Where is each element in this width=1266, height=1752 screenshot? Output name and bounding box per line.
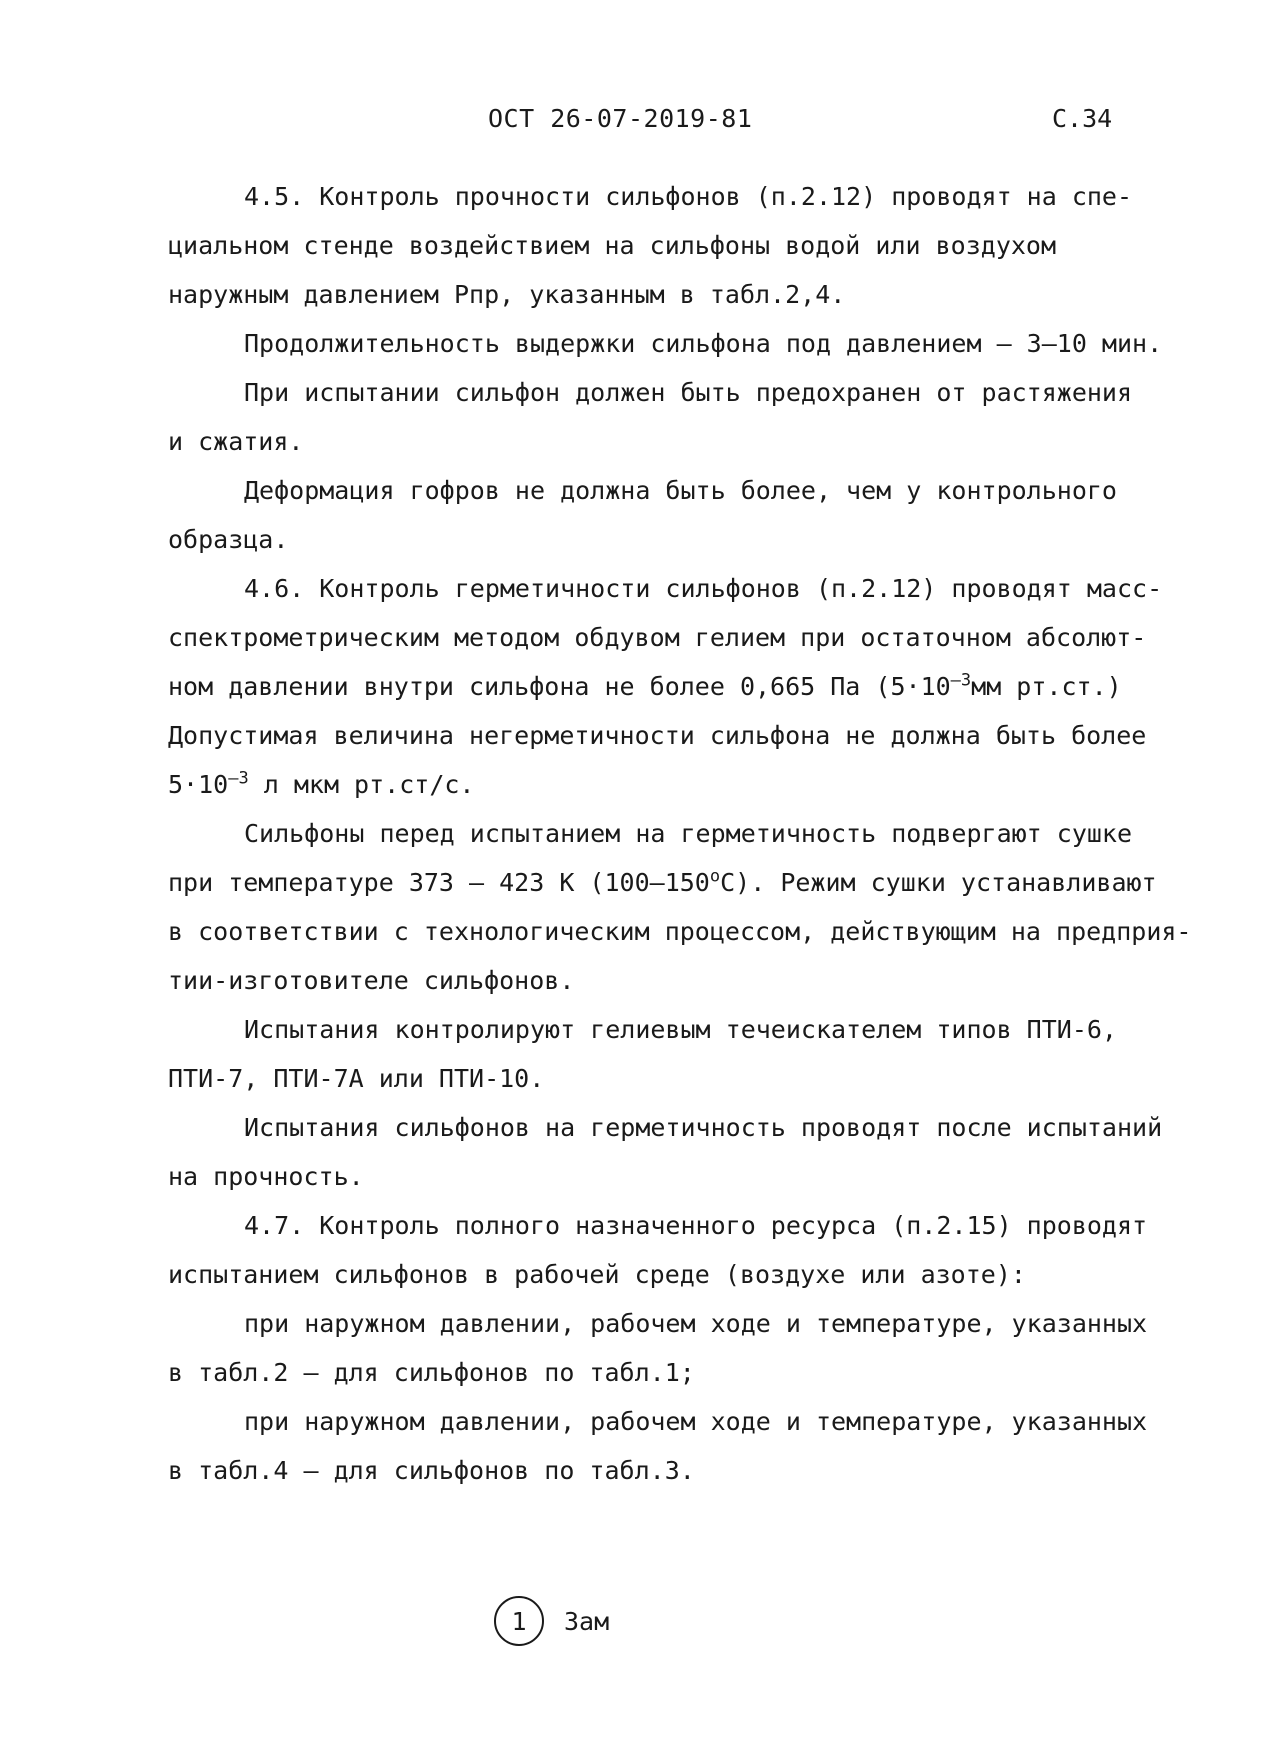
text-line: Сильфоны перед испытанием на герметичность подвергают сушке	[244, 819, 1133, 848]
text-line: наружным давлением Рпр, указанным в табл.2,4.	[168, 280, 846, 309]
text-line: образца.	[168, 525, 289, 554]
text-line: Деформация гофров не должна быть более, чем у контрольного	[244, 476, 1117, 505]
text-line: ПТИ-7, ПТИ-7А или ПТИ-10.	[168, 1064, 545, 1093]
exponent: –3	[950, 670, 972, 691]
text-line	[168, 760, 1188, 809]
text-fragment: 5·10	[168, 770, 229, 799]
text-line	[168, 662, 1188, 711]
text-line: спектрометрическим методом обдувом гелием при остаточном абсолют-	[168, 623, 1147, 652]
text-line: на прочность.	[168, 1162, 364, 1191]
change-number: 1	[511, 1606, 527, 1636]
exponent: –3	[228, 768, 249, 789]
text-line: Испытания контролируют гелиевым течеискателем типов ПТИ-6,	[244, 1015, 1117, 1044]
text-line: тии-изготовителе сильфонов.	[168, 966, 575, 995]
text-line: 4.6. Контроль герметичности сильфонов (п.2.12) проводят масс-	[244, 574, 1163, 603]
change-number-circle	[494, 1596, 544, 1646]
text-fragment: С). Режим сушки устанавливают	[720, 868, 1157, 897]
text-line: в табл.4 – для сильфонов по табл.3.	[168, 1456, 695, 1485]
text-fragment: л мкм рт.ст/с.	[248, 770, 475, 799]
text-line: при наружном давлении, рабочем ходе и температуре, указанных	[244, 1309, 1148, 1338]
text-line: Допустимая величина негерметичности сильфона не должна быть более	[168, 721, 1147, 750]
document-body	[168, 172, 1192, 1495]
text-line: 4.7. Контроль полного назначенного ресурса (п.2.15) проводят	[244, 1211, 1148, 1240]
text-line: Испытания сильфонов на герметичность проводят после испытаний	[244, 1113, 1163, 1142]
text-line: в соответствии с технологическим процессом, действующим на предприя-	[168, 917, 1192, 946]
text-line: Продолжительность выдержки сильфона под давлением – 3–10 мин.	[244, 329, 1163, 358]
text-line: циальном стенде воздействием на сильфоны водой или воздухом	[168, 231, 1057, 260]
text-fragment: мм рт.ст.)	[971, 672, 1122, 701]
text-fragment: при температуре 373 – 423 К (100–150	[168, 868, 710, 897]
change-footer	[494, 1596, 609, 1646]
text-line: При испытании сильфон должен быть предохранен от растяжения	[244, 378, 1133, 407]
text-line: испытанием сильфонов в рабочей среде (воздухе или азоте):	[168, 1260, 1026, 1289]
text-fragment: ном давлении внутри сильфона не более 0,665 Па (5·10	[168, 672, 951, 701]
text-line	[168, 858, 1188, 907]
change-label: Зам	[564, 1606, 610, 1636]
text-line: 4.5. Контроль прочности сильфонов (п.2.12) проводят на спе-	[244, 182, 1133, 211]
degree-sign: о	[709, 866, 721, 887]
text-line: и сжатия.	[168, 427, 304, 456]
document-number: ОСТ 26-07-2019-81	[488, 104, 753, 133]
page-number: С.34	[1052, 104, 1113, 133]
text-line: при наружном давлении, рабочем ходе и температуре, указанных	[244, 1407, 1148, 1436]
text-line: в табл.2 – для сильфонов по табл.1;	[168, 1358, 695, 1387]
